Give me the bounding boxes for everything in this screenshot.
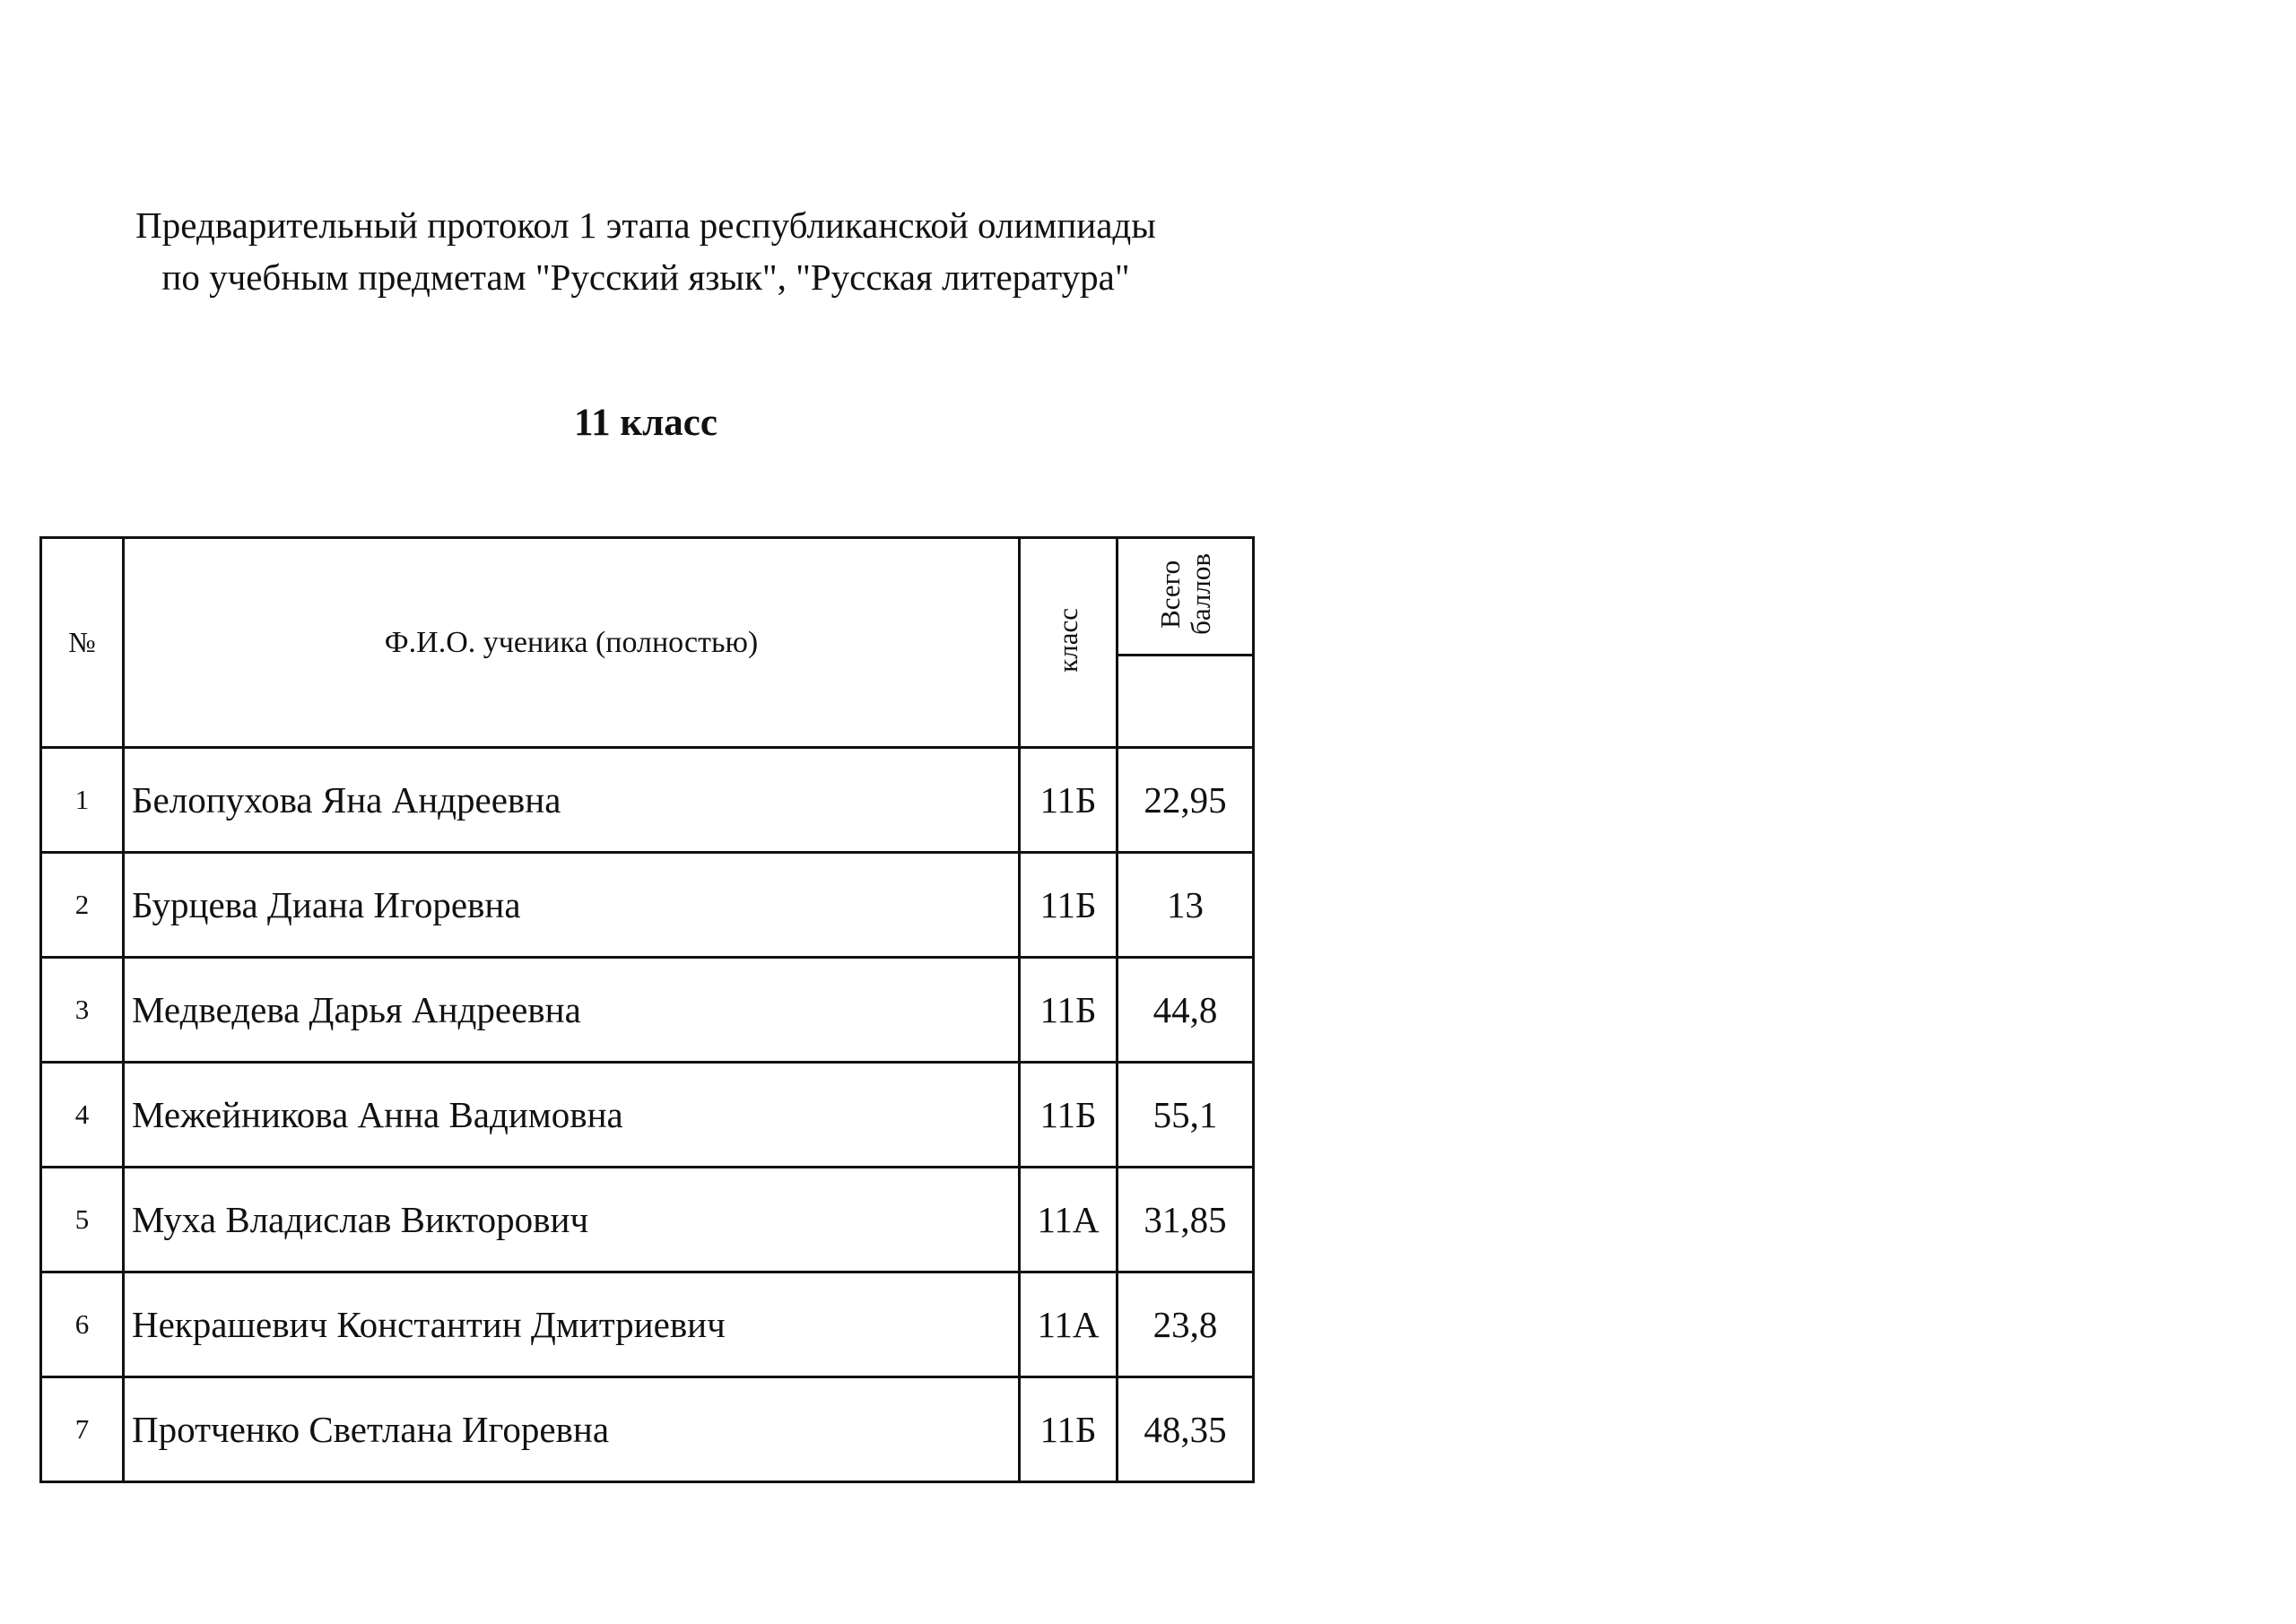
row-class: 11А <box>1020 1168 1118 1272</box>
row-student-name: Муха Владислав Викторович <box>124 1168 1020 1272</box>
header-total-label-line-2: баллов <box>1184 553 1216 635</box>
row-score: 44,8 <box>1118 958 1254 1063</box>
table-row <box>41 1063 1254 1168</box>
table-header-row <box>41 538 1254 656</box>
row-score: 13 <box>1118 853 1254 958</box>
row-number: 6 <box>41 1272 124 1377</box>
row-class: 11Б <box>1020 958 1118 1063</box>
header-total-score <box>1118 538 1254 656</box>
table-row <box>41 1377 1254 1482</box>
header-class <box>1020 538 1118 748</box>
header-total-label-line-1: Всего <box>1153 560 1186 629</box>
row-class: 11Б <box>1020 853 1118 958</box>
row-class: 11Б <box>1020 1063 1118 1168</box>
row-number: 2 <box>41 853 124 958</box>
row-number: 4 <box>41 1063 124 1168</box>
row-student-name: Медведева Дарья Андреевна <box>124 958 1020 1063</box>
header-number: № <box>41 538 124 748</box>
table-row <box>41 958 1254 1063</box>
row-score: 22,95 <box>1118 748 1254 853</box>
row-number: 3 <box>41 958 124 1063</box>
table-row <box>41 1272 1254 1377</box>
row-score: 48,35 <box>1118 1377 1254 1482</box>
header-student-name: Ф.И.О. ученика (полностью) <box>124 538 1020 748</box>
document-title-line-1: Предварительный протокол 1 этапа республиканской олимпиады <box>135 204 1156 246</box>
row-number: 7 <box>41 1377 124 1482</box>
row-student-name: Белопухова Яна Андреевна <box>124 748 1020 853</box>
row-score: 23,8 <box>1118 1272 1254 1377</box>
row-student-name: Протченко Светлана Игоревна <box>124 1377 1020 1482</box>
row-class: 11Б <box>1020 1377 1118 1482</box>
document-title-line-2: по учебным предметам "Русский язык", "Русская литература" <box>161 256 1130 298</box>
row-class: 11А <box>1020 1272 1118 1377</box>
row-student-name: Межейникова Анна Вадимовна <box>124 1063 1020 1168</box>
row-student-name: Некрашевич Константин Дмитриевич <box>124 1272 1020 1377</box>
header-total-label <box>1155 553 1216 635</box>
results-table <box>39 536 1255 1483</box>
row-score: 31,85 <box>1118 1168 1254 1272</box>
table-row <box>41 853 1254 958</box>
row-number: 5 <box>41 1168 124 1272</box>
table-row <box>41 1168 1254 1272</box>
header-class-label: класс <box>1052 608 1083 673</box>
header-total-blank-cell <box>1118 656 1254 748</box>
row-student-name: Бурцева Диана Игоревна <box>124 853 1020 958</box>
grade-heading: 11 класс <box>574 402 718 444</box>
row-number: 1 <box>41 748 124 853</box>
row-class: 11Б <box>1020 748 1118 853</box>
row-score: 55,1 <box>1118 1063 1254 1168</box>
table-row <box>41 748 1254 853</box>
document-title <box>36 199 1256 303</box>
